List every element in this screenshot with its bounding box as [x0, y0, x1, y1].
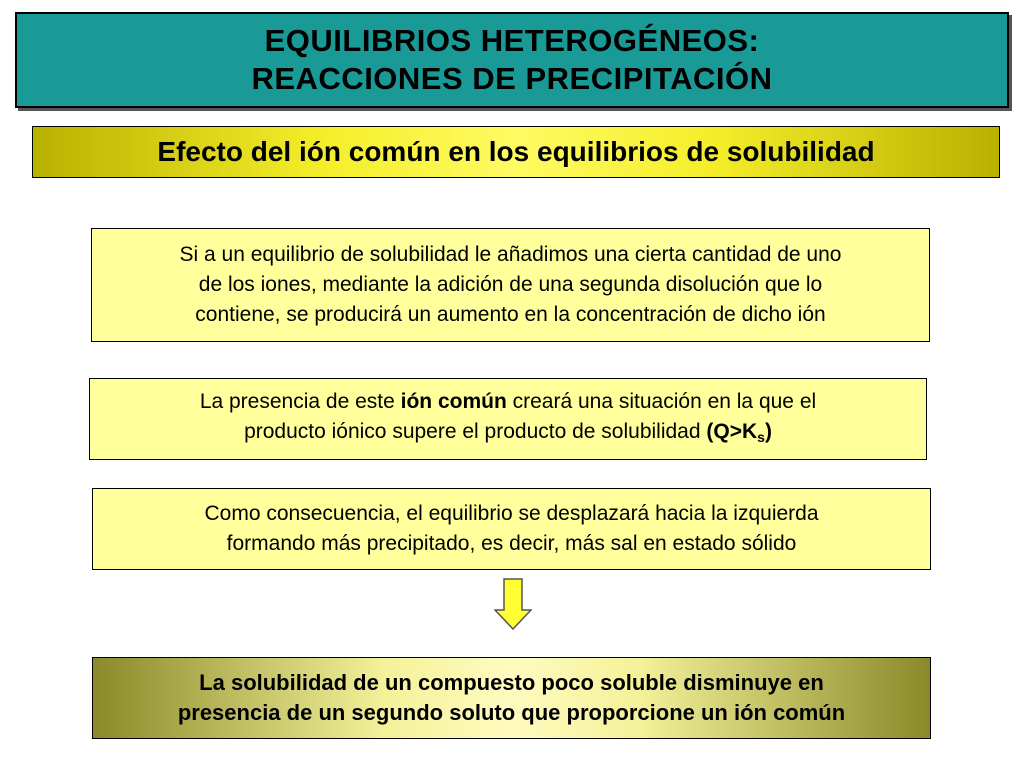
conclusion-box — [92, 657, 931, 739]
formula-close: ) — [764, 419, 772, 443]
info-box-3-line-2: formando más precipitado, es decir, más sal en estado sólido — [226, 532, 797, 555]
info-box-2-pre: La presencia de este — [199, 389, 401, 413]
info-box-2 — [89, 378, 927, 460]
subtitle-banner — [32, 126, 1000, 178]
info-box-1-line-1: Si a un equilibrio de solubilidad le añadimos una cierta cantidad de uno — [179, 243, 842, 266]
title-line-2: REACCIONES DE PRECIPITACIÓN — [251, 61, 773, 96]
info-box-2-line2-pre: producto iónico supere el producto de solubilidad — [244, 419, 707, 443]
formula-sub: s — [757, 428, 765, 445]
formula-open: (Q>K — [706, 419, 758, 443]
info-box-2-bold: ión común — [400, 389, 507, 413]
info-box-1-line-3: contiene, se producirá un aumento en la concentración de dicho ión — [195, 303, 826, 326]
title-banner — [15, 12, 1009, 108]
info-box-3 — [92, 488, 931, 570]
subtitle-text: Efecto del ión común en los equilibrios de solubilidad — [157, 136, 875, 167]
info-box-1-line-2: de los iones, mediante la adición de una segunda disolución que lo — [198, 273, 823, 296]
info-box-2-post: creará una situación en la que el — [506, 389, 817, 413]
down-arrow-icon — [494, 578, 532, 630]
title-line-1: EQUILIBRIOS HETEROGÉNEOS: — [264, 23, 760, 58]
conclusion-line-1: La solubilidad de un compuesto poco soluble disminuye en — [199, 670, 824, 695]
info-box-3-line-1: Como consecuencia, el equilibrio se desplazará hacia la izquierda — [204, 502, 819, 525]
conclusion-line-2: presencia de un segundo soluto que proporcione un ión común — [177, 700, 846, 725]
info-box-2-line-2 — [244, 417, 772, 452]
info-box-2-line-1 — [200, 387, 816, 417]
formula — [706, 420, 772, 443]
info-box-1 — [91, 228, 930, 342]
